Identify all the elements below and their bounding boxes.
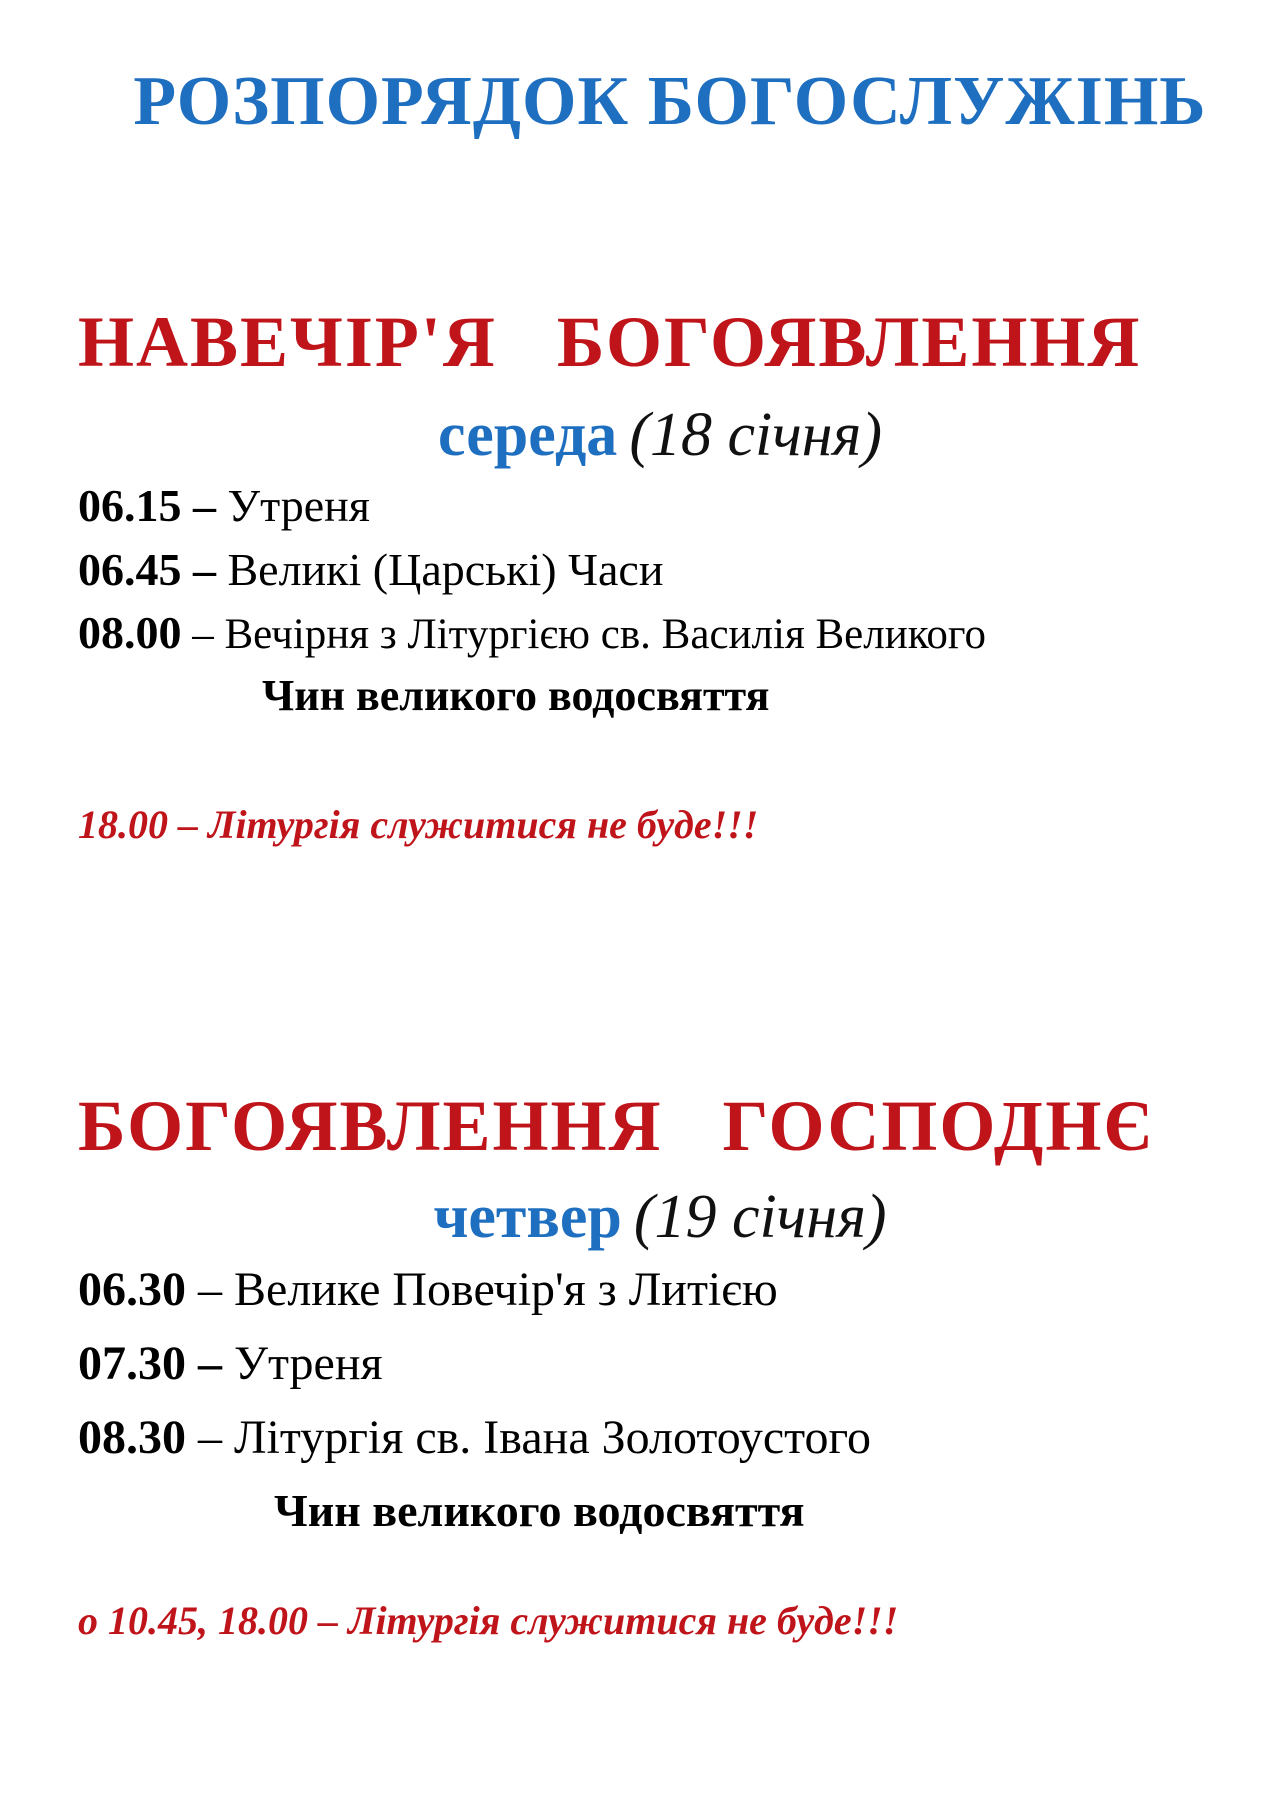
weekday: середа	[437, 401, 618, 469]
service-name: Утреня	[227, 480, 370, 531]
service-name: Вечірня з Літургією св. Василія Великого	[224, 611, 986, 658]
service-row	[78, 478, 370, 534]
date: (19 січня)	[633, 1183, 887, 1251]
date: (18 січня)	[629, 401, 883, 469]
day-line	[0, 398, 1280, 488]
service-time: 08.30	[78, 1411, 186, 1464]
service-time: 08.00	[78, 607, 182, 658]
service-time: 07.30	[78, 1337, 186, 1390]
service-row	[78, 605, 986, 663]
notice-no-liturgy: 18.00 – Літургія служитися не буде!!!	[78, 802, 759, 847]
rite-line: Чин великого водосвяття	[274, 1485, 805, 1536]
service-time: 06.15	[78, 480, 182, 531]
service-dash: –	[193, 480, 216, 531]
service-name: Утреня	[234, 1337, 383, 1390]
service-dash: –	[198, 1411, 222, 1464]
weekday: четвер	[433, 1183, 622, 1251]
service-row	[78, 1410, 871, 1466]
service-dash: –	[192, 611, 214, 658]
service-name: Велике Повечір'я з Литією	[234, 1263, 778, 1316]
service-dash: –	[198, 1337, 222, 1390]
service-time: 06.30	[78, 1263, 186, 1316]
feast-title: НАВЕЧІР'Я БОГОЯВЛЕННЯ	[78, 302, 1142, 382]
service-name: Великі (Царські) Часи	[227, 544, 664, 595]
service-dash: –	[198, 1263, 222, 1316]
feast-title: БОГОЯВЛЕННЯ ГОСПОДНЄ	[78, 1086, 1155, 1166]
service-row	[78, 1262, 778, 1318]
notice-no-liturgy: о 10.45, 18.00 – Літургія служитися не буде!!!	[78, 1598, 899, 1643]
service-time: 06.45	[78, 544, 182, 595]
service-name: Літургія св. Івана Золотоустого	[234, 1411, 872, 1464]
page-title: РОЗПОРЯДОК БОГОСЛУЖІНЬ	[133, 63, 1207, 140]
service-row	[78, 1336, 383, 1392]
service-row	[78, 542, 663, 598]
rite-line: Чин великого водосвяття	[262, 671, 770, 720]
service-dash: –	[193, 544, 216, 595]
day-line	[0, 1180, 1280, 1270]
